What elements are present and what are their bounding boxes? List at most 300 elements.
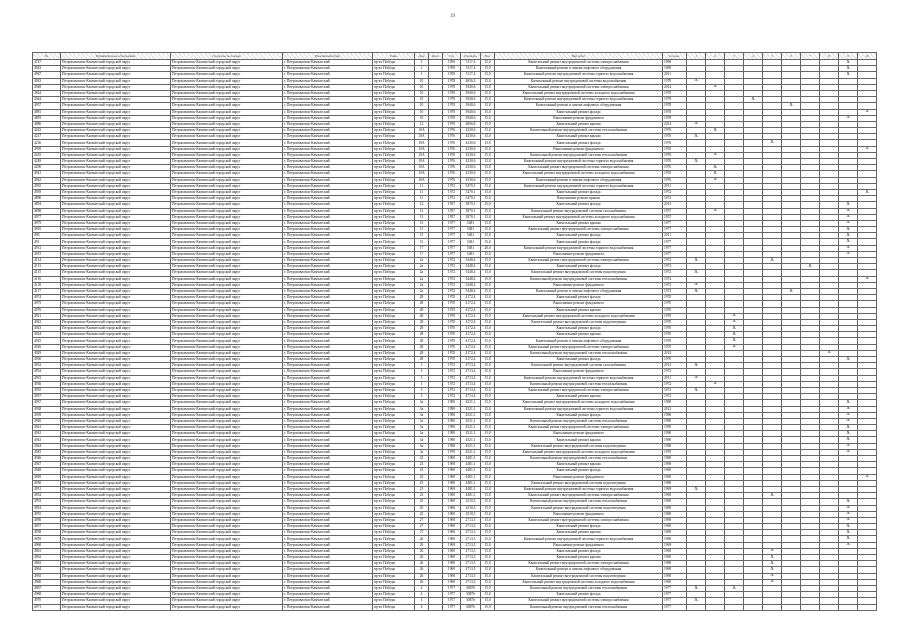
value-cell: 15,0 bbox=[481, 307, 495, 313]
district-cell: Петропавловск-Камчатский городской округ bbox=[61, 418, 171, 424]
repair-year-cell: 1972 bbox=[663, 264, 687, 270]
district-cell: Петропавловск-Камчатский городской округ bbox=[61, 585, 171, 591]
repair-year-cell: 1976 bbox=[663, 165, 687, 171]
street-cell: пр-кт Победы bbox=[373, 264, 415, 270]
year-cell: 1969 bbox=[443, 456, 461, 462]
district-cell: Петропавловск-Камчатский городской округ bbox=[61, 412, 171, 418]
district-cell: Петропавловск-Камчатский городской округ bbox=[61, 239, 171, 245]
work-type-cell: Капитальный ремонт фасада bbox=[495, 592, 663, 598]
year-cell: 1977 bbox=[443, 604, 461, 610]
column-header: 9 bbox=[839, 53, 858, 60]
empty-mark-cell bbox=[801, 604, 820, 610]
district-cell: Петропавловск-Камчатский городской округ bbox=[61, 456, 171, 462]
street-cell: пр-кт Победы bbox=[373, 579, 415, 585]
area-cell: 4481,1 bbox=[461, 486, 481, 492]
area-cell: 5481 bbox=[461, 251, 481, 257]
district-cell: Петропавловск-Камчатский городской округ bbox=[61, 121, 171, 127]
street-cell: пр-кт Победы bbox=[373, 121, 415, 127]
work-type-cell: Капитальный ремонт внутридомовой системы электроснабжения bbox=[495, 60, 663, 66]
repair-year-cell: 1970 bbox=[663, 326, 687, 332]
row-id-cell: 4898 bbox=[33, 208, 61, 214]
row-id-cell: 4117 bbox=[33, 288, 61, 294]
house-cell: 3а bbox=[415, 418, 429, 424]
street-cell: пр-кт Победы bbox=[373, 350, 415, 356]
city-cell: г. Петропавловск-Камчатский bbox=[283, 350, 373, 356]
district-cell: Петропавловск-Камчатский городской округ bbox=[61, 319, 171, 325]
year-cell: 1978 bbox=[443, 103, 461, 109]
x-mark-cell: X bbox=[706, 177, 725, 183]
work-type-cell: Капитальный ремонт фасада bbox=[495, 109, 663, 115]
year-cell: 1972 bbox=[443, 183, 461, 189]
city-cell: г. Петропавловск-Камчатский bbox=[283, 233, 373, 239]
street-cell: пр-кт Победы bbox=[373, 159, 415, 165]
settlement-cell: Петропавловск-Камчатский городской округ bbox=[171, 567, 283, 573]
area-cell: 2713,5 bbox=[461, 567, 481, 573]
x-mark-cell: X bbox=[839, 406, 858, 412]
area-cell: 3087б bbox=[461, 585, 481, 591]
year-cell: 1990 bbox=[443, 412, 461, 418]
street-cell: пр-кт Победы bbox=[373, 357, 415, 363]
x-mark-cell: X bbox=[763, 555, 782, 561]
work-type-cell: Капитальный ремонт фасада bbox=[495, 295, 663, 301]
house-cell: 10А bbox=[415, 134, 429, 140]
value-cell: 15,0 bbox=[481, 338, 495, 344]
x-mark-cell: X bbox=[820, 350, 839, 356]
district-cell: Петропавловск-Камчатский городской округ bbox=[61, 480, 171, 486]
row-id-cell: 4939 bbox=[33, 189, 61, 195]
work-type-cell: Капитальный ремонт внутридомовой системы теплоснабжения bbox=[495, 418, 663, 424]
column-header: 10 bbox=[858, 53, 877, 60]
street-cell: пр-кт Победы bbox=[373, 60, 415, 66]
work-type-cell: Капитальный ремонт внутридомовой системы холодного водоснабжения bbox=[495, 90, 663, 96]
area-cell: 4481,1 bbox=[461, 456, 481, 462]
work-type-cell: Капитальный ремонт фасада bbox=[495, 233, 663, 239]
x-mark-cell: X bbox=[858, 189, 877, 195]
column-header: Площадь bbox=[461, 53, 481, 60]
value-cell: 15,0 bbox=[481, 282, 495, 288]
work-type-cell: Капитальный ремонт внутридомовой системы теплоснабжения bbox=[495, 152, 663, 158]
work-type-cell: Капитальный ремонт внутридомовой системы водоотведения bbox=[495, 573, 663, 579]
work-type-cell: Капитальный ремонт фасада bbox=[495, 264, 663, 270]
repair-year-cell: 2011 bbox=[663, 233, 687, 239]
row-id-cell: 4930 bbox=[33, 357, 61, 363]
work-type-cell: Капитальный ремонт внутридомовой системы горячего водоснабжения bbox=[495, 183, 663, 189]
street-cell: пр-кт Победы bbox=[373, 128, 415, 134]
area-cell: 2713,5 bbox=[461, 542, 481, 548]
house-cell: 10А bbox=[415, 128, 429, 134]
district-cell: Петропавловск-Камчатский городской округ bbox=[61, 288, 171, 294]
year-cell: 1970 bbox=[443, 357, 461, 363]
value-cell: 15,0 bbox=[481, 567, 495, 573]
x-mark-cell: X bbox=[839, 431, 858, 437]
house-cell: 27 bbox=[415, 530, 429, 536]
row-id-cell: 4881 bbox=[33, 109, 61, 115]
house-cell: 3 bbox=[415, 381, 429, 387]
row-id-cell: 4954 bbox=[33, 505, 61, 511]
street-cell: пр-кт Победы bbox=[373, 511, 415, 517]
row-id-cell: 4933 bbox=[33, 375, 61, 381]
year-cell: 1972 bbox=[443, 189, 461, 195]
x-mark-cell: X bbox=[839, 220, 858, 226]
house-cell: 28 bbox=[415, 301, 429, 307]
area-cell: 4330,6 bbox=[461, 171, 481, 177]
house-cell: 28 bbox=[415, 332, 429, 338]
district-cell: Петропавловск-Камчатский городской округ bbox=[61, 363, 171, 369]
house-cell: 23 bbox=[415, 480, 429, 486]
house-cell: 3 bbox=[415, 369, 429, 375]
column-header: Корп. bbox=[429, 53, 443, 60]
city-cell: г. Петропавловск-Камчатский bbox=[283, 220, 373, 226]
row-id-cell: 4943 bbox=[33, 78, 61, 84]
district-cell: Петропавловск-Камчатский городской округ bbox=[61, 425, 171, 431]
area-cell: 4172,4 bbox=[461, 344, 481, 350]
value-cell: 15,0 bbox=[481, 548, 495, 554]
district-cell: Петропавловск-Камчатский городской округ bbox=[61, 462, 171, 468]
work-type-cell: Капитальный ремонт внутридомовой системы электроснабжения bbox=[495, 387, 663, 393]
value-cell: 15,0 bbox=[481, 431, 495, 437]
column-header: Улица bbox=[373, 53, 415, 60]
value-cell: 15,0 bbox=[481, 585, 495, 591]
house-cell: 26 bbox=[415, 579, 429, 585]
district-cell: Петропавловск-Камчатский городской округ bbox=[61, 177, 171, 183]
repair-year-cell: 1957 bbox=[663, 214, 687, 220]
district-cell: Петропавловск-Камчатский городской округ bbox=[61, 449, 171, 455]
registry-table bbox=[32, 52, 877, 611]
settlement-cell: Петропавловск-Камчатский городской округ bbox=[171, 319, 283, 325]
year-cell: 1969 bbox=[443, 493, 461, 499]
city-cell: г. Петропавловск-Камчатский bbox=[283, 109, 373, 115]
repair-year-cell: 1969 bbox=[663, 480, 687, 486]
district-cell: Петропавловск-Камчатский городской округ bbox=[61, 66, 171, 72]
work-type-cell: Капитальный ремонт внутридомовой системы холодного водоснабжения bbox=[495, 449, 663, 455]
settlement-cell: Петропавловск-Камчатский городской округ bbox=[171, 499, 283, 505]
column-header: 7 bbox=[801, 53, 820, 60]
x-mark-cell: X bbox=[687, 375, 706, 381]
value-cell: 15,0 bbox=[481, 474, 495, 480]
year-cell: 1970 bbox=[443, 338, 461, 344]
city-cell: г. Петропавловск-Камчатский bbox=[283, 121, 373, 127]
city-cell: г. Петропавловск-Камчатский bbox=[283, 258, 373, 264]
district-cell: Петропавловск-Камчатский городской округ bbox=[61, 344, 171, 350]
year-cell: 1977 bbox=[443, 227, 461, 233]
year-cell: 1972 bbox=[443, 363, 461, 369]
house-cell: 25 bbox=[415, 505, 429, 511]
column-header: Год bbox=[443, 53, 461, 60]
x-mark-cell: X bbox=[858, 146, 877, 152]
house-cell: 28 bbox=[415, 357, 429, 363]
district-cell: Петропавловск-Камчатский городской округ bbox=[61, 561, 171, 567]
value-cell: 15,0 bbox=[481, 202, 495, 208]
area-cell: 4172,4 bbox=[461, 313, 481, 319]
settlement-cell: Петропавловск-Камчатский городской округ bbox=[171, 369, 283, 375]
value-cell: 15,0 bbox=[481, 387, 495, 393]
work-type-cell: Капитальный ремонт внутридомовой системы теплоснабжения bbox=[495, 381, 663, 387]
row-id-cell: 4217 bbox=[33, 134, 61, 140]
row-id-cell: 4944 bbox=[33, 443, 61, 449]
row-id-cell: 4893 bbox=[33, 115, 61, 121]
house-cell: 10А bbox=[415, 152, 429, 158]
district-cell: Петропавловск-Камчатский городской округ bbox=[61, 103, 171, 109]
settlement-cell: Петропавловск-Камчатский городской округ bbox=[171, 313, 283, 319]
x-mark-cell: X bbox=[706, 171, 725, 177]
x-mark-cell: X bbox=[725, 313, 744, 319]
settlement-cell: Петропавловск-Камчатский городской округ bbox=[171, 474, 283, 480]
settlement-cell: Петропавловск-Камчатский городской округ bbox=[171, 592, 283, 598]
district-cell: Петропавловск-Камчатский городской округ bbox=[61, 524, 171, 530]
settlement-cell: Петропавловск-Камчатский городской округ bbox=[171, 183, 283, 189]
city-cell: г. Петропавловск-Камчатский bbox=[283, 524, 373, 530]
work-type-cell: Капитальный ремонт и замена лифтового оборудования bbox=[495, 103, 663, 109]
work-type-cell: Капитальный ремонт и замена лифтового оборудования bbox=[495, 567, 663, 573]
district-cell: Петропавловск-Камчатский городской округ bbox=[61, 233, 171, 239]
value-cell: 15,0 bbox=[481, 140, 495, 146]
repair-year-cell: 1969 bbox=[663, 493, 687, 499]
district-cell: Петропавловск-Камчатский городской округ bbox=[61, 474, 171, 480]
house-cell: 10А bbox=[415, 165, 429, 171]
year-cell: 1990 bbox=[443, 400, 461, 406]
repair-year-cell: 1970 bbox=[663, 338, 687, 344]
x-mark-cell: X bbox=[782, 288, 801, 294]
repair-year-cell: 1977 bbox=[663, 227, 687, 233]
street-cell: пр-кт Победы bbox=[373, 493, 415, 499]
area-cell: 3940,6 bbox=[461, 84, 481, 90]
area-cell: 2713,5 bbox=[461, 536, 481, 542]
street-cell: пр-кт Победы bbox=[373, 338, 415, 344]
row-id-cell: 4968 bbox=[33, 592, 61, 598]
area-cell: 5448,4 bbox=[461, 288, 481, 294]
work-type-cell: Капитальный ремонт внутридомовой системы электроснабжения bbox=[495, 344, 663, 350]
value-cell: 15,0 bbox=[481, 97, 495, 103]
district-cell: Петропавловск-Камчатский городской округ bbox=[61, 394, 171, 400]
value-cell: 15,0 bbox=[481, 468, 495, 474]
settlement-cell: Петропавловск-Камчатский городской округ bbox=[171, 579, 283, 585]
work-type-cell: Капитальный ремонт внутридомовой системы теплоснабжения bbox=[495, 604, 663, 610]
city-cell: г. Петропавловск-Камчатский bbox=[283, 313, 373, 319]
district-cell: Петропавловск-Камчатский городской округ bbox=[61, 332, 171, 338]
row-id-cell: 4974 bbox=[33, 295, 61, 301]
repair-year-cell: 1969 bbox=[663, 542, 687, 548]
row-id-cell: 4957 bbox=[33, 524, 61, 530]
year-cell: 1977 bbox=[443, 585, 461, 591]
year-cell: 1977 bbox=[443, 251, 461, 257]
work-type-cell: Капитальный ремонт внутридомовой системы электроснабжения bbox=[495, 425, 663, 431]
value-cell: 15,0 bbox=[481, 152, 495, 158]
year-cell: 1969 bbox=[443, 511, 461, 517]
repair-year-cell: 1990 bbox=[663, 412, 687, 418]
district-cell: Петропавловск-Камчатский городской округ bbox=[61, 437, 171, 443]
value-cell: 15,0 bbox=[481, 171, 495, 177]
house-cell: 3 bbox=[415, 387, 429, 393]
row-id-cell: 4945 bbox=[33, 449, 61, 455]
settlement-cell: Петропавловск-Камчатский городской округ bbox=[171, 109, 283, 115]
repair-year-cell: 1990 bbox=[663, 443, 687, 449]
settlement-cell: Петропавловск-Камчатский городской округ bbox=[171, 332, 283, 338]
city-cell: г. Петропавловск-Камчатский bbox=[283, 604, 373, 610]
work-type-cell: Капитальный ремонт крыши bbox=[495, 307, 663, 313]
city-cell: г. Петропавловск-Камчатский bbox=[283, 165, 373, 171]
value-cell: 15,0 bbox=[481, 66, 495, 72]
area-cell: 4172,4 bbox=[461, 338, 481, 344]
house-cell: 12 bbox=[415, 202, 429, 208]
street-cell: пр-кт Победы bbox=[373, 456, 415, 462]
x-mark-cell: X bbox=[725, 332, 744, 338]
district-cell: Петропавловск-Камчатский городской округ bbox=[61, 468, 171, 474]
table-row bbox=[33, 604, 877, 610]
x-mark-cell: X bbox=[839, 66, 858, 72]
year-cell: 1977 bbox=[443, 598, 461, 604]
house-cell: 28 bbox=[415, 313, 429, 319]
repair-year-cell: 1977 bbox=[663, 245, 687, 251]
house-cell: 3а bbox=[415, 449, 429, 455]
street-cell: пр-кт Победы bbox=[373, 97, 415, 103]
settlement-cell: Петропавловск-Камчатский городской округ bbox=[171, 208, 283, 214]
x-mark-cell: X bbox=[763, 140, 782, 146]
area-cell: 4521,1 bbox=[461, 418, 481, 424]
district-cell: Петропавловск-Камчатский городской округ bbox=[61, 387, 171, 393]
city-cell: г. Петропавловск-Камчатский bbox=[283, 208, 373, 214]
value-cell: 15,0 bbox=[481, 264, 495, 270]
repair-year-cell: 1977 bbox=[663, 239, 687, 245]
work-type-cell: Капитальный ремонт и замена лифтового оборудования bbox=[495, 338, 663, 344]
city-cell: г. Петропавловск-Камчатский bbox=[283, 344, 373, 350]
x-mark-cell: X bbox=[839, 517, 858, 523]
year-cell: 1978 bbox=[443, 84, 461, 90]
year-cell: 1969 bbox=[443, 561, 461, 567]
district-cell: Петропавловск-Камчатский городской округ bbox=[61, 183, 171, 189]
area-cell: 4330,6 bbox=[461, 177, 481, 183]
x-mark-cell: X bbox=[687, 159, 706, 165]
area-cell: 3087б bbox=[461, 598, 481, 604]
year-cell: 1978 bbox=[443, 90, 461, 96]
settlement-cell: Петропавловск-Камчатский городской округ bbox=[171, 338, 283, 344]
street-cell: пр-кт Победы bbox=[373, 140, 415, 146]
district-cell: Петропавловск-Камчатский городской округ bbox=[61, 301, 171, 307]
year-cell: 1972 bbox=[443, 270, 461, 276]
year-cell: 1970 bbox=[443, 295, 461, 301]
column-header: 5 bbox=[763, 53, 782, 60]
repair-year-cell: 2014 bbox=[663, 84, 687, 90]
value-cell: 15,0 bbox=[481, 251, 495, 257]
area-cell: 3940,6 bbox=[461, 109, 481, 115]
house-cell: 26 bbox=[415, 548, 429, 554]
x-mark-cell: X bbox=[763, 573, 782, 579]
year-cell: 1957 bbox=[443, 214, 461, 220]
city-cell: г. Петропавловск-Камчатский bbox=[283, 97, 373, 103]
year-cell: 1977 bbox=[443, 220, 461, 226]
row-id-cell: 4932 bbox=[33, 363, 61, 369]
repair-year-cell: 1969 bbox=[663, 517, 687, 523]
district-cell: Петропавловск-Камчатский городской округ bbox=[61, 511, 171, 517]
area-cell: 5117,4 bbox=[461, 66, 481, 72]
work-type-cell: Капитальный ремонт внутридомовой системы водоотведения bbox=[495, 480, 663, 486]
row-id-cell: 4952 bbox=[33, 493, 61, 499]
area-cell: 4481,1 bbox=[461, 474, 481, 480]
column-header: Вид работ bbox=[495, 53, 663, 60]
street-cell: пр-кт Победы bbox=[373, 196, 415, 202]
house-cell: 26 bbox=[415, 555, 429, 561]
district-cell: Петропавловск-Камчатский городской округ bbox=[61, 115, 171, 121]
value-cell: 15,0 bbox=[481, 115, 495, 121]
house-cell: 10 bbox=[415, 109, 429, 115]
table-body bbox=[33, 60, 877, 611]
city-cell: г. Петропавловск-Камчатский bbox=[283, 196, 373, 202]
area-cell: 4330,6 bbox=[461, 146, 481, 152]
repair-year-cell: 1990 bbox=[663, 437, 687, 443]
settlement-cell: Петропавловск-Камчатский городской округ bbox=[171, 400, 283, 406]
house-cell: 28 bbox=[415, 326, 429, 332]
city-cell: г. Петропавловск-Камчатский bbox=[283, 369, 373, 375]
work-type-cell: Капитальный ремонт фасада bbox=[495, 468, 663, 474]
value-cell: 15,0 bbox=[481, 288, 495, 294]
settlement-cell: Петропавловск-Камчатский городской округ bbox=[171, 227, 283, 233]
house-cell: 26 bbox=[415, 573, 429, 579]
area-cell: 4172,4 bbox=[461, 357, 481, 363]
work-type-cell: Капитальный ремонт крыши bbox=[495, 462, 663, 468]
area-cell: 3870,1 bbox=[461, 214, 481, 220]
settlement-cell: Петропавловск-Камчатский городской округ bbox=[171, 375, 283, 381]
city-cell: г. Петропавловск-Камчатский bbox=[283, 301, 373, 307]
district-cell: Петропавловск-Камчатский городской округ bbox=[61, 90, 171, 96]
row-id-cell: 4962 bbox=[33, 555, 61, 561]
street-cell: пр-кт Победы bbox=[373, 468, 415, 474]
settlement-cell: Петропавловск-Камчатский городской округ bbox=[171, 239, 283, 245]
house-cell: 15 bbox=[415, 239, 429, 245]
value-cell: 15,0 bbox=[481, 159, 495, 165]
settlement-cell: Петропавловск-Камчатский городской округ bbox=[171, 202, 283, 208]
work-type-cell: Выполнение ремонт фундамента bbox=[495, 542, 663, 548]
settlement-cell: Петропавловск-Камчатский городской округ bbox=[171, 561, 283, 567]
street-cell: пр-кт Победы bbox=[373, 202, 415, 208]
row-id-cell: 4936 bbox=[33, 381, 61, 387]
house-cell: 3 bbox=[415, 394, 429, 400]
area-cell: 3087б bbox=[461, 592, 481, 598]
area-cell: 4713,4 bbox=[461, 375, 481, 381]
year-cell: 1977 bbox=[443, 233, 461, 239]
x-mark-cell: X bbox=[687, 288, 706, 294]
value-cell: 15,0 bbox=[481, 270, 495, 276]
repair-year-cell: 1969 bbox=[663, 579, 687, 585]
registry-table-container bbox=[32, 52, 875, 611]
value-cell: 15,0 bbox=[481, 189, 495, 195]
work-type-cell: Капитальный ремонт внутридомовой системы холодного водоснабжения bbox=[495, 313, 663, 319]
x-mark-cell: X bbox=[687, 282, 706, 288]
x-mark-cell: X bbox=[725, 585, 744, 591]
street-cell: пр-кт Победы bbox=[373, 220, 415, 226]
work-type-cell: Капитальный ремонт внутридомовой системы электроснабжения bbox=[495, 227, 663, 233]
repair-year-cell: 1972 bbox=[663, 387, 687, 393]
area-cell: 5448,4 bbox=[461, 258, 481, 264]
row-id-cell: 4937 bbox=[33, 394, 61, 400]
area-cell: 4521,1 bbox=[461, 443, 481, 449]
column-header: 8 bbox=[820, 53, 839, 60]
repair-year-cell: 1978 bbox=[663, 109, 687, 115]
work-type-cell: Капитальный ремонт внутридомовой системы электроснабжения bbox=[495, 258, 663, 264]
repair-year-cell: 2013 bbox=[663, 363, 687, 369]
city-cell: г. Петропавловск-Камчатский bbox=[283, 585, 373, 591]
value-cell: 15,0 bbox=[481, 555, 495, 561]
area-cell: 4713,4 bbox=[461, 387, 481, 393]
x-mark-cell: X bbox=[706, 208, 725, 214]
city-cell: г. Петропавловск-Камчатский bbox=[283, 103, 373, 109]
district-cell: Петропавловск-Камчатский городской округ bbox=[61, 530, 171, 536]
settlement-cell: Петропавловск-Камчатский городской округ bbox=[171, 258, 283, 264]
settlement-cell: Петропавловск-Камчатский городской округ bbox=[171, 548, 283, 554]
row-id-cell: 4950 bbox=[33, 480, 61, 486]
area-cell: 4713,4 bbox=[461, 381, 481, 387]
x-mark-cell: X bbox=[725, 326, 744, 332]
repair-year-cell: 1970 bbox=[663, 449, 687, 455]
x-mark-cell: X bbox=[858, 474, 877, 480]
